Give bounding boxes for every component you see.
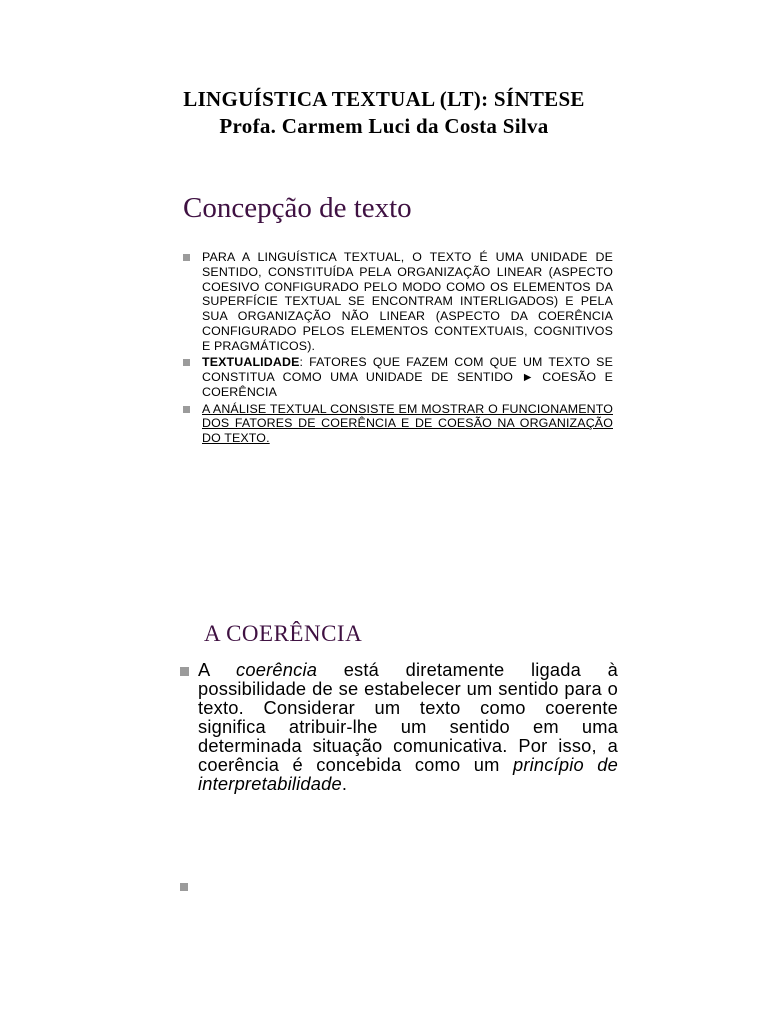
list-item xyxy=(183,250,613,353)
textualidade-definition: : FATORES QUE FAZEM COM QUE UM TEXTO SE CONSTITUA COMO UMA UNIDADE DE SENTIDO ► COESÃO E COERÊNCIA xyxy=(202,355,613,399)
list-item xyxy=(183,402,613,446)
empty-square-bullet-icon xyxy=(180,883,188,891)
emphasis-coerencia: coerência xyxy=(236,659,318,680)
title-line-2: Profa. Carmem Luci da Costa Silva xyxy=(219,114,549,138)
coerencia-bullet-list xyxy=(180,660,618,793)
text-fragment: . xyxy=(341,773,348,794)
document-title xyxy=(0,86,768,140)
title-line-1: LINGUÍSTICA TEXTUAL (LT): SÍNTESE xyxy=(183,87,585,111)
square-bullet-icon xyxy=(183,254,190,261)
text-fragment: A xyxy=(198,659,236,680)
list-item xyxy=(183,355,613,399)
text-fragment: está diretamente ligada à possibilidade de se estabelecer um sentido para o texto. Considerar um texto como coerente significa atribuir-lhe um sentido em uma determinada situação comunicativa. Por isso, a coerência é concebida como um xyxy=(198,659,618,775)
section-heading-coerencia: A COERÊNCIA xyxy=(204,621,363,646)
bullet-text xyxy=(198,660,618,793)
bullet-text xyxy=(202,355,613,399)
square-bullet-icon xyxy=(183,359,190,366)
bullet-text: A ANÁLISE TEXTUAL CONSISTE EM MOSTRAR O FUNCIONAMENTO DOS FATORES DE COERÊNCIA E DE COESÃO NA ORGANIZAÇÃO DO TEXTO. xyxy=(202,401,613,445)
concepcao-bullet-list xyxy=(183,250,613,446)
list-item xyxy=(180,660,618,793)
bullet-text: PARA A LINGUÍSTICA TEXTUAL, O TEXTO É UMA UNIDADE DE SENTIDO, CONSTITUÍDA PELA ORGANIZAÇÃO LINEAR (ASPECTO COESIVO CONFIGURADO PELO MODO COMO OS ELEMENTOS DA SUPERFÍCIE TEXTUAL SE ENCONTRAM INTERLIGADOS) E PELA SUA ORGANIZAÇÃO NÃO LINEAR (ASPECTO DA COERÊNCIA CONFIGURADO PELOS ELEMENTOS CONTEXTUAIS, COGNITIVOS E PRAGMÁTICOS). xyxy=(202,250,613,353)
emphasis-interpretabilidade: princípio de interpretabilidade xyxy=(198,754,618,794)
square-bullet-icon xyxy=(180,667,189,676)
term-textualidade: TEXTUALIDADE xyxy=(202,355,300,370)
section-heading-concepcao: Concepção de texto xyxy=(183,192,412,224)
square-bullet-icon xyxy=(183,406,190,413)
